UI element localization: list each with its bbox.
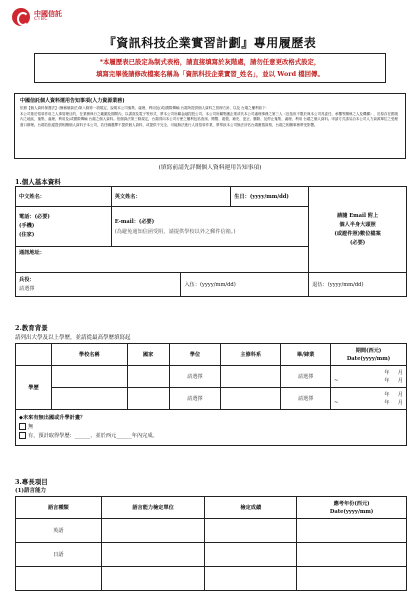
year-label: 年 (384, 391, 390, 398)
logo-en-text: CTBC (34, 17, 49, 23)
edu-major-cell[interactable] (221, 388, 281, 410)
has-plan-checkbox[interactable] (19, 432, 26, 439)
email-label: E-mail：(必要) (114, 218, 155, 225)
lang-header-year-cn: 應考年份(西元) (333, 500, 370, 507)
cn-name-field[interactable]: 中文姓名： (16, 187, 112, 207)
address-field[interactable]: 通訊地址： (16, 247, 309, 273)
notice-line-1: *本履歷表已設定為制式表格，請直接填寫於灰階處，請勿任意更改格式設定， (99, 58, 321, 66)
edu-header-school: 學校名稱 (51, 344, 127, 366)
year-label: 年 (384, 399, 390, 406)
military-label: 兵役： (19, 276, 35, 283)
edu-status-select[interactable]: 請選擇 (281, 366, 331, 388)
lang-score-cell[interactable] (205, 567, 297, 591)
photo-note-3: (或證件照)數位檔案 (334, 230, 381, 237)
ctbc-logo (12, 8, 62, 26)
photo-note (309, 187, 407, 273)
month-label: 月 (397, 369, 403, 376)
edu-school-cell[interactable] (51, 388, 127, 410)
discharge-field[interactable]: 退伍：(yyyy/mm/dd) (309, 273, 407, 297)
privacy-footer: (填寫前請先詳閱個人資料運用告知事項) (158, 165, 262, 171)
military-field[interactable] (16, 273, 181, 297)
edu-school-cell[interactable] (51, 366, 127, 388)
year-label: 年 (384, 369, 390, 376)
edu-header-degree: 學位 (169, 344, 221, 366)
edu-header-status: 畢/肄業 (281, 344, 331, 366)
lang-row-other[interactable] (16, 567, 102, 591)
skills-section-title: 3.專長項目 (15, 478, 48, 486)
photo-note-4: (必要) (349, 239, 366, 246)
education-section-title: 2.教育背景 (15, 324, 48, 332)
edu-header-period-en: Date(yyyy/mm) (346, 355, 391, 362)
edu-row-label: 學歷 (16, 366, 52, 410)
language-table (15, 496, 407, 591)
tilde-label: ~ (334, 377, 339, 384)
month-label: 月 (397, 391, 403, 398)
year-label: 年 (384, 377, 390, 384)
has-plan-label: 有，預計取得學歷：______、並於西元______年內完成。 (28, 433, 158, 439)
month-label: 月 (397, 377, 403, 384)
lang-header-score: 檢定成績 (205, 497, 297, 519)
en-name-field[interactable]: 英文姓名： (111, 187, 231, 207)
edu-header-major: 主修科系 (221, 344, 281, 366)
email-field[interactable] (111, 207, 308, 247)
ctbc-logo-icon (12, 8, 30, 26)
privacy-para-2: 本公司基於招募作用之人事管理目的，在業務執行之範圍及期間內，以書面及電子等形式，將本公司所屬金融控股公司、本公司所屬集團企業或代本公司處理事務之第三人（包括但不限於與本公司具委任、承攬等關係之人及機構），於原存在國境內之地區，蒐集、處理、利用及/或國際傳輸 台端之個人資料。依個資法第三條規定，台端得向本公司行使之權利包括查詢、閱覽、複製、補充、更正、刪除、及停止蒐集、處理、利用 台端之個人資料。申請方式請另洽本公司人力資源單位之受理窗口辦理。台端若拒絕提供相關個人資料予本公司，若任職選擇不提供個人資料，或提供不完全，可能無法進行人員招募作業，將導致本公司無法評估台端應徵資格，台端之相關事務將受影響。 (20, 112, 398, 127)
notice-box (34, 53, 386, 83)
future-plan-question: ◆未來有無出國或升學計畫？ (19, 415, 86, 421)
edu-status-select[interactable]: 請選擇 (281, 388, 331, 410)
lang-year-cell[interactable] (297, 543, 407, 567)
future-plan-cell (16, 410, 407, 446)
lang-unit-cell[interactable] (101, 543, 205, 567)
lang-unit-cell[interactable] (101, 519, 205, 543)
lang-unit-cell[interactable] (101, 567, 205, 591)
month-label: 月 (397, 399, 403, 406)
edu-degree-select[interactable]: 請選擇 (169, 388, 221, 410)
photo-note-1: 請隨 Email 附上 (337, 212, 379, 219)
lang-year-cell[interactable] (297, 567, 407, 591)
lang-row-english: 英語 (16, 519, 102, 543)
edu-header-country: 國家 (127, 344, 169, 366)
lang-score-cell[interactable] (205, 543, 297, 567)
privacy-para-1: 依據【個人資料保護法】(簡稱個資法)第八條第一項規定，說明本公司蒐集、處理、利用及(或)國際傳輸 台端所提供個人資料之管理方針，以及 台端之權利如下： (20, 106, 270, 110)
language-subsection: (1)語言能力 (15, 488, 47, 494)
lang-header-type: 語言種類 (16, 497, 102, 519)
lang-score-cell[interactable] (205, 519, 297, 543)
privacy-notice (14, 93, 406, 159)
edu-country-cell[interactable] (127, 366, 169, 388)
phone-label: 電話：(必要) (19, 214, 50, 220)
no-plan-checkbox[interactable] (19, 423, 26, 430)
edu-header-period (331, 344, 407, 366)
lang-header-year-en: Date(yyyy/mm) (329, 508, 374, 515)
military-select[interactable]: 請選擇 (19, 285, 35, 292)
privacy-heading: 中國信託個人資料運用告知事項(人力資源業務) (20, 98, 125, 104)
lang-header-unit: 語言能力檢定單位 (101, 497, 205, 519)
edu-country-cell[interactable] (127, 388, 169, 410)
birth-field[interactable]: 生日：(yyyy/mm/dd) (231, 187, 309, 207)
lang-year-cell[interactable] (297, 519, 407, 543)
mobile-label: (手機) (19, 223, 35, 229)
logo-cn-text: 中國信託 (34, 10, 62, 19)
page-title: 『資訊科技企業實習計劃』專用履歷表 (103, 36, 317, 50)
lang-header-year (297, 497, 407, 519)
photo-note-2: 個人半身大頭照 (339, 221, 376, 228)
basic-info-table (15, 186, 407, 297)
edu-period-cell[interactable] (331, 366, 407, 388)
enlist-field[interactable]: 入伍：(yyyy/mm/dd) (181, 273, 309, 297)
edu-degree-select[interactable]: 請選擇 (169, 366, 221, 388)
email-note: (為避免通知信函受阻，請提供學校以外之郵件信箱。) (114, 228, 236, 235)
edu-period-cell[interactable] (331, 388, 407, 410)
education-table (15, 343, 407, 446)
tilde-label: ~ (334, 399, 339, 406)
no-plan-label: 無 (28, 424, 34, 430)
phone-field[interactable] (16, 207, 112, 247)
basic-section-title: 1.個人基本資料 (15, 178, 61, 186)
lang-row-japanese: 日語 (16, 543, 102, 567)
home-label: (住家) (19, 232, 35, 238)
edu-major-cell[interactable] (221, 366, 281, 388)
education-instruction: 請列出大學及以上學歷，並請從最高學歷填寫起 (15, 335, 131, 341)
notice-line-2: 填寫完畢後請修改檔案名稱為「資訊科技企業實習_姓名」，並以 Word 檔回傳。 (96, 70, 324, 78)
edu-header-period-cn: 期間(西元) (355, 347, 382, 354)
